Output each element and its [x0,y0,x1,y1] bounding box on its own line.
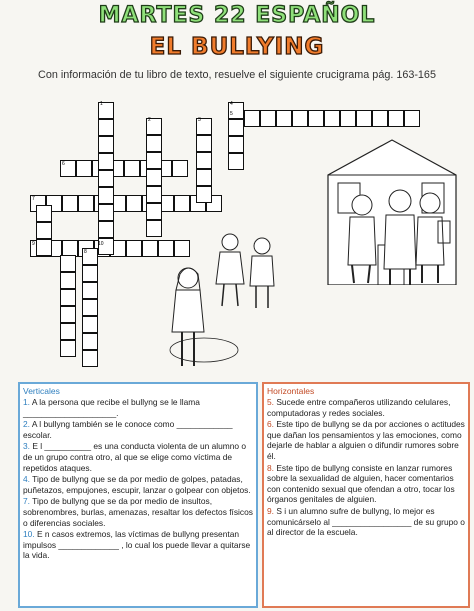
clue-item [23,419,253,440]
crossword-cell[interactable] [60,255,76,272]
crossword-cell[interactable] [82,265,98,282]
clue-item [23,441,253,473]
crossword-cell[interactable] [196,152,212,169]
clue-number-label: 3. [23,441,33,452]
clue-number: 4 [230,101,233,107]
crossword-cell[interactable] [174,195,190,212]
crossword-cell[interactable] [98,221,114,238]
clue-text: A la persona que recibe el bullyng se le llama ____________________. [23,397,200,418]
clue-item [23,529,253,561]
clue-item [23,496,253,528]
crossword-cell[interactable] [36,222,52,239]
crossword-cell[interactable] [82,299,98,316]
clue-item [23,474,253,495]
clue-number-label: 1. [23,397,32,407]
crossword-cell[interactable] [142,240,158,257]
crossword-cell[interactable] [98,204,114,221]
clue-number-label: 2. [23,419,32,430]
crossword-cell[interactable] [60,272,76,289]
crossword-cell[interactable] [60,306,76,323]
clue-number-label: 8. [267,462,277,473]
crossword-cell[interactable] [82,316,98,333]
clue-item [23,397,253,418]
crossword-cell[interactable] [36,239,52,256]
horizontal-clues-heading: Horizontales [267,386,315,396]
crossword-cell[interactable] [292,110,308,127]
clue-text: Este tipo de bullyng consiste en lanzar rumores sobre la sexualidad de alguien, hacer comentarios con contenido sexual que ofendan a otro, tocar los órganos genitales de alguien. [267,462,455,505]
clue-text: E l __________ es una conducta violenta de un alumno o de un grupo contra otro, al que se elige como víctima de repetidos ataques. [23,441,247,473]
crossword-cell[interactable] [260,110,276,127]
vertical-clues-list [23,397,253,562]
crossword-cell[interactable] [146,186,162,203]
crossword-cell[interactable] [146,203,162,220]
crossword-cell[interactable] [60,289,76,306]
clue-text: Tipo de bullyng que se da por medio de insultos, sobrenombres, burlas, amenazas, resaltar los defectos físicos o diferencias sociales. [23,496,253,528]
clue-number: 6 [62,161,65,167]
clue-text: Sucede entre compañeros utilizando celulares, computadoras y redes sociales. [267,397,451,418]
clue-item [267,506,465,538]
instructions: Con información de tu libro de texto, resuelve el siguiente crucigrama pág. 163-165 [38,69,436,81]
crossword-cell[interactable] [146,152,162,169]
clue-number-label: 9. [267,505,277,516]
crossword-cell[interactable] [276,110,292,127]
crossword-cell[interactable] [388,110,404,127]
crossword-cell[interactable] [244,110,260,127]
crossword-cell[interactable] [126,240,142,257]
horizontal-clues-list [267,397,465,539]
topic-title: EL BULLYING [149,34,325,60]
crossword-cell[interactable] [372,110,388,127]
clue-item [267,397,465,418]
crossword-cell[interactable] [228,136,244,153]
date-subject-title: MARTES 22 ESPAÑOL [98,3,376,28]
crossword-cell[interactable] [196,135,212,152]
crossword-cell[interactable] [340,110,356,127]
crossword-cell[interactable] [98,170,114,187]
crossword-cell[interactable] [98,153,114,170]
crossword-cell[interactable] [324,110,340,127]
horizontal-clues-box [262,382,470,608]
crossword-cell[interactable] [228,153,244,170]
clue-item [267,419,465,461]
clue-number: 2 [148,117,151,123]
crossword-cell[interactable] [308,110,324,127]
clue-number-label: 10. [23,529,37,540]
clue-text: A l bullyng también se le conoce como ____________ escolar. [23,419,233,440]
clue-number: 7 [32,196,35,202]
clue-number-label: 4. [23,474,33,485]
clue-text: Este tipo de bullyng se da por acciones o actitudes que dañan los pensamientos y las emociones, como dejarle de hablar a alguien o difundir rumores sobre él. [267,419,465,461]
clue-number-label: 5. [267,397,277,407]
clue-text: S i un alumno sufre de bullyng, lo mejor es comunicárselo al _________________ de su grupo o al director de la escuela. [267,505,465,538]
clue-number: 9 [32,241,35,247]
crossword-cell[interactable] [60,323,76,340]
bullying-scene-illustration [318,135,466,285]
clue-text: Tipo de bullyng que se da por medio de golpes, patadas, puñetazos, empujones, escupir, lanzar o golpear con objetos. [23,474,251,495]
crossword-cell[interactable] [146,169,162,186]
crossword-cell[interactable] [404,110,420,127]
crossword-cell[interactable] [82,282,98,299]
vertical-clues-heading: Verticales [23,386,60,396]
clue-number: 10 [98,241,104,247]
crossword-cell[interactable] [98,187,114,204]
crossword-cell[interactable] [124,160,140,177]
crossword-cell[interactable] [36,205,52,222]
crossword-cell[interactable] [82,333,98,350]
clue-text: E n casos extremos, las víctimas de bullyng presentan impulsos _____________ , lo cual los puede llevar a quitarse la vida. [23,529,251,561]
crossword-cell[interactable] [82,350,98,367]
clue-number: 5 [230,111,233,117]
crossword-cell[interactable] [126,195,142,212]
crossword-cell[interactable] [62,195,78,212]
clue-item [267,463,465,505]
crossword-cell[interactable] [98,119,114,136]
crossword-cell[interactable] [228,119,244,136]
crossword-cell[interactable] [78,195,94,212]
crossword-cell[interactable] [146,135,162,152]
crossword-cell[interactable] [60,340,76,357]
clue-number: 3 [198,117,201,123]
crossword-cell[interactable] [196,186,212,203]
crossword-cell[interactable] [76,160,92,177]
vertical-clues-box [18,382,258,608]
clue-number: 1 [100,101,103,107]
clue-number-label: 7. [23,496,33,507]
children-illustration [158,228,286,376]
crossword-cell[interactable] [98,136,114,153]
clue-number: 8 [84,249,87,255]
clue-number-label: 6. [267,419,277,430]
crossword-cell[interactable] [356,110,372,127]
crossword-cell[interactable] [172,160,188,177]
crossword-cell[interactable] [196,169,212,186]
